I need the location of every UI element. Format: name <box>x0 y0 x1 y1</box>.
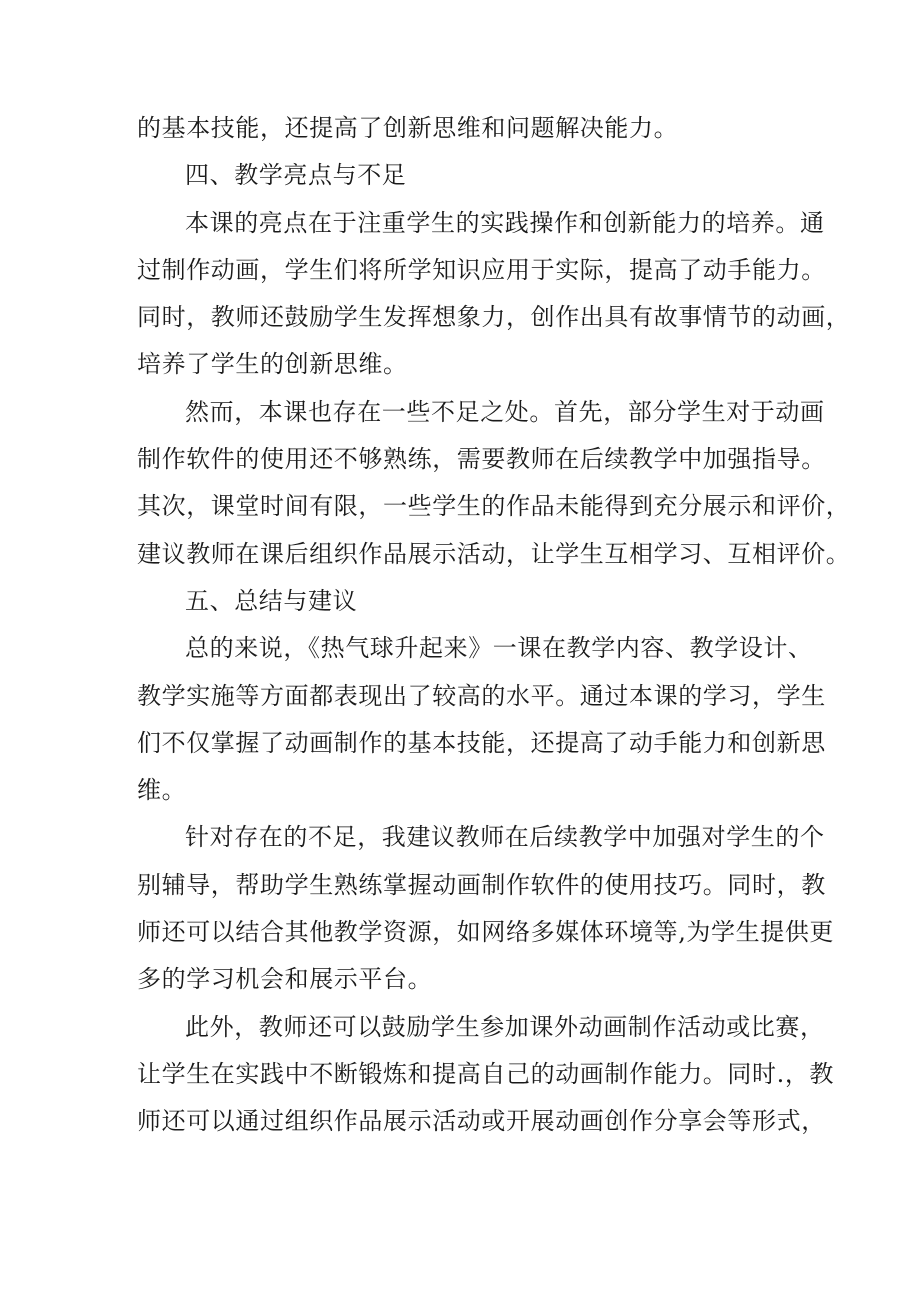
text-line-5: 同时，教师还鼓励学生发挥想象力，创作出具有故事情节的动画， <box>137 303 851 332</box>
text-line-10: 建议教师在课后组织作品展示活动，让学生互相学习、互相评价。 <box>137 539 851 568</box>
text-line-1: 的基本技能，还提高了创新思维和问题解决能力。 <box>137 114 679 142</box>
text-line-9: 其次，课堂时间有限，一些学生的作品未能得到充分展示和评价， <box>137 492 851 521</box>
text-line-14: 们不仅掌握了动画制作的基本技能，还提高了动手能力和创新思 <box>137 728 826 757</box>
text-line-21: 让学生在实践中不断锻炼和提高自己的动画制作能力。同时.，教 <box>137 1059 835 1088</box>
text-line-12: 总的来说，《热气球升起来》一课在教学内容、教学设计、 <box>185 634 813 663</box>
text-line-3: 本课的亮点在于注重学生的实践操作和创新能力的培养。通 <box>185 208 825 237</box>
text-line-18: 师还可以结合其他教学资源，如网络多媒体环境等,为学生提供更 <box>137 918 835 947</box>
text-line-22: 师还可以通过组织作品展示活动或开展动画创作分享会等形式， <box>137 1107 826 1136</box>
text-line-17: 别辅导，帮助学生熟练掌握动画制作软件的使用技巧。同时，教 <box>137 870 826 899</box>
text-line-4: 过制作动画，学生们将所学知识应用于实际，提高了动手能力。 <box>137 255 826 284</box>
document-page <box>137 105 851 1146</box>
text-line-7: 然而，本课也存在一些不足之处。首先，部分学生对于动画 <box>185 397 825 426</box>
text-line-16: 针对存在的不足，我建议教师在后续教学中加强对学生的个 <box>185 823 825 852</box>
text-line-20: 此外，教师还可以鼓励学生参加课外动画制作活动或比赛， <box>185 1012 825 1041</box>
section-heading-4: 四、教学亮点与不足 <box>185 161 407 190</box>
text-line-15: 维。 <box>137 776 187 805</box>
text-line-8: 制作软件的使用还不够熟练，需要教师在后续教学中加强指导。 <box>137 445 826 474</box>
text-line-6: 培养了学生的创新思维。 <box>137 350 408 379</box>
text-line-13: 教学实施等方面都表现出了较高的水平。通过本课的学习，学生 <box>137 681 826 710</box>
section-heading-5: 五、总结与建议 <box>185 586 358 615</box>
text-line-19: 多的学习机会和展示平台。 <box>137 965 433 994</box>
